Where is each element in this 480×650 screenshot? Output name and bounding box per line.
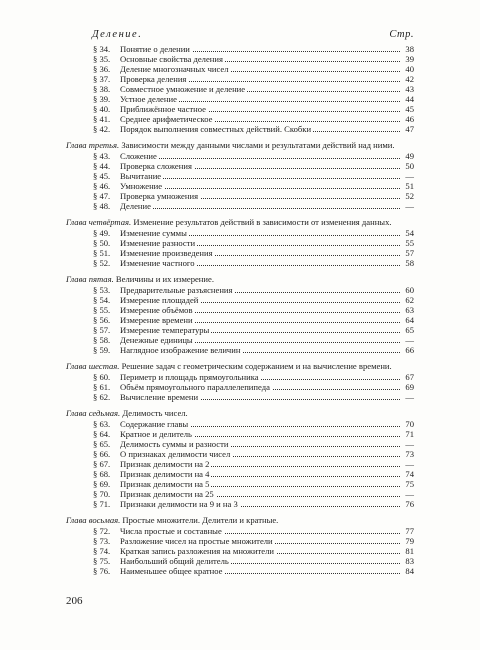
section-title-leader	[120, 171, 400, 181]
section-page: 66	[405, 345, 414, 355]
section-title-leader	[120, 469, 400, 479]
chapter-label: Глава седьмая.	[66, 408, 121, 418]
toc-entry	[93, 372, 414, 382]
section-title: Измерение площадей	[120, 295, 199, 305]
toc-entry	[93, 64, 414, 74]
toc-entry	[93, 449, 414, 459]
section-number: § 50.	[93, 238, 111, 248]
chapter-label: Глава третья.	[66, 140, 120, 150]
chapter-title: Величины и их измерение.	[115, 274, 214, 284]
section-title-leader	[120, 238, 400, 248]
section-number: § 47.	[93, 191, 111, 201]
toc-entry	[93, 305, 414, 315]
section-number: § 61.	[93, 382, 111, 392]
section-page: 58	[405, 258, 414, 268]
section-title: Вычисление времени	[120, 392, 199, 402]
section-title-leader	[120, 64, 400, 74]
section-number: § 70.	[93, 489, 111, 499]
section-title-leader	[120, 114, 400, 124]
section-title-leader	[120, 566, 400, 576]
section-number: § 48.	[93, 201, 111, 211]
toc-entry	[93, 345, 414, 355]
section-number: § 54.	[93, 295, 111, 305]
section-title: Наглядное изображение величин	[120, 345, 241, 355]
section-title-leader	[120, 201, 400, 211]
section-title-leader	[120, 546, 400, 556]
toc-entry	[93, 382, 414, 392]
toc-entry	[93, 499, 414, 509]
section-title: Понятие о делении	[120, 44, 190, 54]
section-page: —	[405, 439, 414, 449]
section-title: Проверка деления	[120, 74, 187, 84]
section-title: О признаках делимости чисел	[120, 449, 231, 459]
section-title-leader	[120, 191, 400, 201]
section-page: 71	[405, 429, 414, 439]
toc-entry	[93, 258, 414, 268]
section-title-leader	[120, 181, 400, 191]
section-title-leader	[120, 104, 400, 114]
toc-entry	[93, 74, 414, 84]
section-number: § 63.	[93, 419, 111, 429]
chapter-label: Глава пятая.	[66, 274, 114, 284]
section-title: Делимость суммы и разности	[120, 439, 229, 449]
section-title-leader	[120, 258, 400, 268]
chapter-title: Изменение результатов действий в зависимости от изменения данных.	[133, 217, 392, 227]
section-number: § 68.	[93, 469, 111, 479]
section-title: Вычитание	[120, 171, 162, 181]
header-page-column-label: Стр.	[389, 29, 414, 40]
toc-entry	[93, 181, 414, 191]
section-number: § 55.	[93, 305, 111, 315]
section-title: Наибольший общий делитель	[120, 556, 229, 566]
section-title: Периметр и площадь прямоугольника	[120, 372, 259, 382]
chapter-heading	[66, 361, 436, 371]
section-page: —	[405, 489, 414, 499]
section-title: Объём прямоугольного параллелепипеда	[120, 382, 270, 392]
toc-entry	[93, 171, 414, 181]
section-page: 43	[405, 84, 414, 94]
section-title-leader	[120, 315, 400, 325]
section-page: 62	[405, 295, 414, 305]
section-page: 42	[405, 74, 414, 84]
section-title: Кратное и делитель	[120, 429, 192, 439]
toc-entry	[93, 84, 414, 94]
section-number: § 67.	[93, 459, 111, 469]
section-number: § 60.	[93, 372, 111, 382]
toc-entry	[93, 285, 414, 295]
section-title: Признак делимости на 4	[120, 469, 210, 479]
section-title: Изменение разности	[120, 238, 196, 248]
section-number: § 39.	[93, 94, 111, 104]
section-page: 83	[405, 556, 414, 566]
toc-entry	[93, 295, 414, 305]
section-title: Умножение	[120, 181, 163, 191]
toc-entry	[93, 124, 414, 134]
section-title-leader	[120, 84, 400, 94]
section-number: § 66.	[93, 449, 111, 459]
section-number: § 56.	[93, 315, 111, 325]
section-number: § 76.	[93, 566, 111, 576]
section-title-leader	[120, 392, 400, 402]
section-title: Деление многозначных чисел	[120, 64, 229, 74]
section-page: 60	[405, 285, 414, 295]
section-page: 51	[405, 181, 414, 191]
toc-entry	[93, 325, 414, 335]
chapter-heading	[66, 515, 436, 525]
section-number: § 75.	[93, 556, 111, 566]
section-title-leader	[120, 429, 400, 439]
toc-entry	[93, 238, 414, 248]
section-number: § 35.	[93, 54, 111, 64]
section-title: Краткая запись разложения на множители	[120, 546, 275, 556]
section-title-leader	[120, 499, 400, 509]
section-title: Основные свойства деления	[120, 54, 223, 64]
section-number: § 64.	[93, 429, 111, 439]
section-page: 75	[405, 479, 414, 489]
toc-entry	[93, 54, 414, 64]
section-number: § 42.	[93, 124, 111, 134]
section-number: § 65.	[93, 439, 111, 449]
section-title: Наименьшее общее кратное	[120, 566, 223, 576]
section-title-leader	[120, 449, 400, 459]
chapter-title: Зависимости между данными числами и результатами действий над ними.	[121, 140, 395, 150]
section-title-leader	[120, 228, 400, 238]
toc-entry	[93, 335, 414, 345]
section-number: § 45.	[93, 171, 111, 181]
section-page: —	[405, 459, 414, 469]
section-title-leader	[120, 382, 400, 392]
section-number: § 51.	[93, 248, 111, 258]
section-number: § 37.	[93, 74, 111, 84]
section-page: 69	[405, 382, 414, 392]
toc-entry	[93, 201, 414, 211]
section-number: § 71.	[93, 499, 111, 509]
section-number: § 44.	[93, 161, 111, 171]
section-title-leader	[120, 161, 400, 171]
toc-entry	[93, 248, 414, 258]
section-title-leader	[120, 459, 400, 469]
toc-entry	[93, 439, 414, 449]
section-title-leader	[120, 526, 400, 536]
chapter-heading	[66, 274, 436, 284]
chapter-title: Решение задач с геометрическим содержанием и на вычисление времени.	[121, 361, 392, 371]
section-title-leader	[120, 248, 400, 258]
section-number: § 74.	[93, 546, 111, 556]
section-title-leader	[120, 305, 400, 315]
section-page: 70	[405, 419, 414, 429]
toc-entry	[93, 546, 414, 556]
section-title-leader	[120, 419, 400, 429]
section-number: § 34.	[93, 44, 111, 54]
section-number: § 38.	[93, 84, 111, 94]
section-page: 39	[405, 54, 414, 64]
chapter-label: Глава четвёртая.	[66, 217, 132, 227]
page-number: 206	[66, 595, 83, 607]
section-number: § 40.	[93, 104, 111, 114]
section-title: Числа простые и составные	[120, 526, 222, 536]
section-title-leader	[120, 124, 400, 134]
section-title: Порядок выполнения совместных действий. Скобки	[120, 124, 312, 134]
toc-entry	[93, 114, 414, 124]
section-title-leader	[120, 335, 400, 345]
section-title: Устное деление	[120, 94, 177, 104]
section-page: 77	[405, 526, 414, 536]
section-title: Содержание главы	[120, 419, 189, 429]
toc-entry	[93, 536, 414, 546]
section-title: Измерение температуры	[120, 325, 210, 335]
toc-entry	[93, 228, 414, 238]
section-title-leader	[120, 74, 400, 84]
section-title: Признак делимости на 2	[120, 459, 210, 469]
section-number: § 57.	[93, 325, 111, 335]
section-title: Признак делимости на 25	[120, 489, 214, 499]
toc-entry	[93, 419, 414, 429]
section-page: 50	[405, 161, 414, 171]
section-title: Совместное умножение и деление	[120, 84, 246, 94]
section-page: 46	[405, 114, 414, 124]
section-page: 64	[405, 315, 414, 325]
section-title-leader	[120, 556, 400, 566]
toc-entry	[93, 556, 414, 566]
section-page: 76	[405, 499, 414, 509]
section-page: 54	[405, 228, 414, 238]
section-title-leader	[120, 94, 400, 104]
section-page: 84	[405, 566, 414, 576]
toc-entry	[93, 526, 414, 536]
section-title-leader	[120, 439, 400, 449]
section-page: 45	[405, 104, 414, 114]
section-title: Изменение суммы	[120, 228, 187, 238]
section-number: § 49.	[93, 228, 111, 238]
toc-entry	[93, 566, 414, 576]
chapter-heading	[66, 217, 436, 227]
section-title-leader	[120, 489, 400, 499]
chapter-heading	[66, 408, 436, 418]
section-title-leader	[120, 295, 400, 305]
toc-entry	[93, 104, 414, 114]
section-page: 49	[405, 151, 414, 161]
section-page: 74	[405, 469, 414, 479]
section-title: Разложение чисел на простые множители	[120, 536, 273, 546]
section-title-leader	[120, 345, 400, 355]
section-number: § 72.	[93, 526, 111, 536]
toc-entry	[93, 392, 414, 402]
section-page: —	[405, 171, 414, 181]
section-title: Изменение частного	[120, 258, 195, 268]
toc-entry	[93, 151, 414, 161]
section-page: 65	[405, 325, 414, 335]
section-title-leader	[120, 325, 400, 335]
section-title: Признак делимости на 5	[120, 479, 210, 489]
section-page: —	[405, 392, 414, 402]
section-page: 52	[405, 191, 414, 201]
section-title: Среднее арифметическое	[120, 114, 213, 124]
section-title-leader	[120, 479, 400, 489]
toc-entry	[93, 94, 414, 104]
section-title-leader	[120, 536, 400, 546]
section-title-leader	[120, 372, 400, 382]
section-number: § 59.	[93, 345, 111, 355]
section-title-leader	[120, 285, 400, 295]
chapter-heading	[66, 140, 436, 150]
section-page: 44	[405, 94, 414, 104]
header-section-title: Деление.	[92, 29, 143, 40]
section-title: Измерение времени	[120, 315, 193, 325]
section-title-leader	[120, 54, 400, 64]
page-header	[92, 29, 414, 43]
section-number: § 53.	[93, 285, 111, 295]
section-title-leader	[120, 151, 400, 161]
chapter-label: Глава восьмая.	[66, 515, 121, 525]
section-number: § 52.	[93, 258, 111, 268]
section-number: § 62.	[93, 392, 111, 402]
section-number: § 73.	[93, 536, 111, 546]
section-page: 38	[405, 44, 414, 54]
toc-entry	[93, 191, 414, 201]
section-page: 47	[405, 124, 414, 134]
section-title: Проверка сложения	[120, 161, 192, 171]
toc-entry	[93, 459, 414, 469]
section-title: Сложение	[120, 151, 157, 161]
section-page: 79	[405, 536, 414, 546]
section-title: Проверка умножения	[120, 191, 199, 201]
section-page: 63	[405, 305, 414, 315]
section-title: Предварительные разъяснения	[120, 285, 233, 295]
section-title: Денежные единицы	[120, 335, 193, 345]
toc-entry	[93, 479, 414, 489]
section-title: Деление	[120, 201, 151, 211]
section-page: 67	[405, 372, 414, 382]
toc-entry	[93, 469, 414, 479]
section-title: Признаки делимости на 9 и на 3	[120, 499, 238, 509]
section-page: —	[405, 335, 414, 345]
section-title: Приближённое частное	[120, 104, 206, 114]
toc-entry	[93, 315, 414, 325]
chapter-title: Простые множители. Делители и кратные.	[122, 515, 279, 525]
section-title-leader	[120, 44, 400, 54]
section-page: 40	[405, 64, 414, 74]
section-number: § 69.	[93, 479, 111, 489]
chapter-title: Делимость чисел.	[122, 408, 188, 418]
table-of-contents	[66, 43, 416, 576]
section-page: 55	[405, 238, 414, 248]
toc-entry	[93, 489, 414, 499]
section-page: 81	[405, 546, 414, 556]
toc-entry	[93, 161, 414, 171]
section-title: Измерение объёмов	[120, 305, 193, 315]
section-page: 73	[405, 449, 414, 459]
toc-entry	[93, 44, 414, 54]
section-number: § 58.	[93, 335, 111, 345]
section-number: § 36.	[93, 64, 111, 74]
section-number: § 41.	[93, 114, 111, 124]
chapter-label: Глава шестая.	[66, 361, 120, 371]
toc-entry	[93, 429, 414, 439]
section-page: 57	[405, 248, 414, 258]
section-number: § 46.	[93, 181, 111, 191]
section-title: Изменение произведения	[120, 248, 213, 258]
section-number: § 43.	[93, 151, 111, 161]
section-page: —	[405, 201, 414, 211]
